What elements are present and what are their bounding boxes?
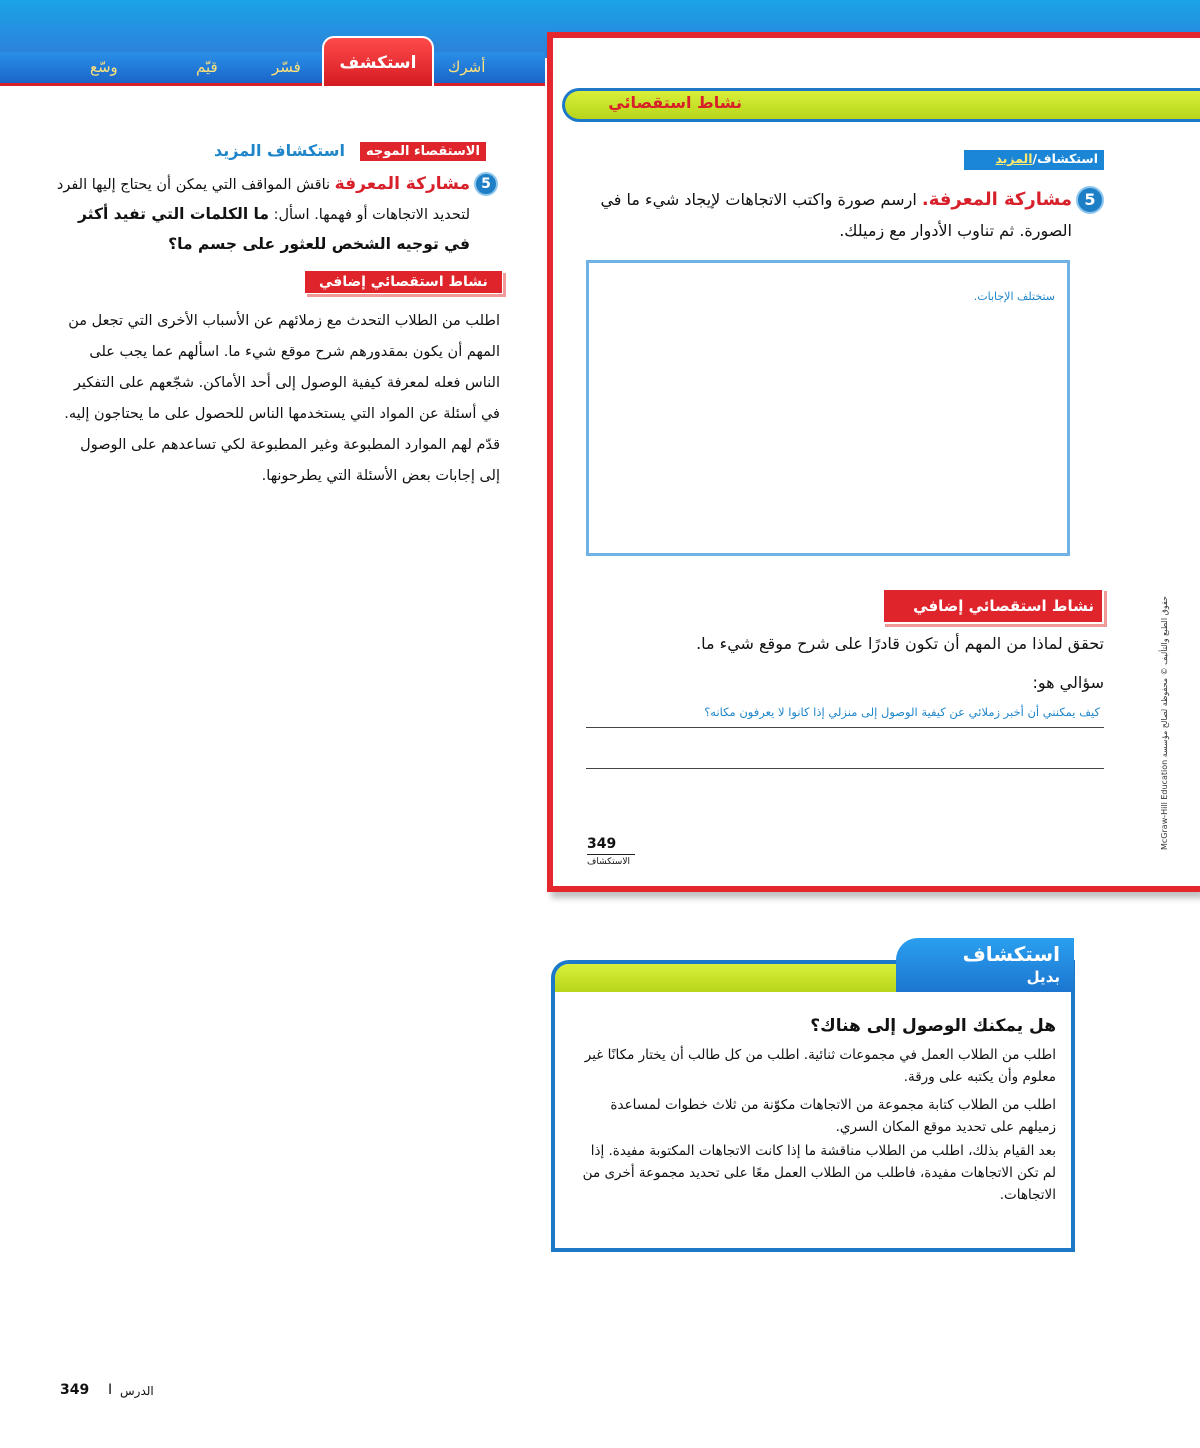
tab-explore-active[interactable]: استكشف: [322, 36, 434, 86]
extra-activity-paragraph: اطلب من الطلاب التحدث مع زملائهم عن الأسباب الأخرى التي تجعل من المهم أن يكون بمقدورهم شرح موقع شيء ما. اسألهم عما يجب على الناس فعله لمعرفة كيفية الوصول إلى أحد الأماكن. شجّعهم على التفكير في أسئلة عن المواد التي يستخدمها الناس للحصول على ما يحتاجون إليه. قدّم لهم الموارد المطبوعة وغير المطبوعة لكي تساعدهم على الوصول إلى إجابات بعض الأسئلة التي يطرحونها.: [64, 313, 500, 484]
question-number-badge: 5: [474, 172, 498, 196]
alternate-paragraph-1: اطلب من الطلاب العمل في مجموعات ثنائية. اطلب من كل طالب أن يختار مكانًا غير معلوم وأن يكتبه على ورقة.: [584, 1047, 1056, 1085]
explore-more-label: استكشاف/المزيد: [964, 150, 1104, 170]
drawing-area[interactable]: [586, 260, 1070, 556]
student-question-text: ارسم صورة واكتب الاتجاهات لإيجاد شيء ما في الصورة. ثم تناوب الأدوار مع زميلك.: [600, 190, 1072, 240]
student-page-number: 349: [587, 836, 617, 852]
footer-label: الدرس: [120, 1384, 154, 1398]
explore-more-title: استكشاف المزيد: [214, 141, 345, 160]
answer-line: [586, 768, 1104, 769]
guided-inquiry-badge: الاستقصاء الموجه: [360, 142, 486, 161]
alternate-tab-subtitle: بديل: [1026, 968, 1060, 986]
copyright-text: McGraw-Hill Education حقوق الطبع والتأليف © محفوظة لصالح مؤسسة: [1160, 596, 1169, 850]
student-question-number: 5: [1076, 186, 1104, 214]
tab-elaborate[interactable]: وسّع: [90, 58, 118, 76]
check-prompt: تحقق لماذا من المهم أن تكون قادرًا على شرح موقع شيء ما.: [696, 634, 1104, 653]
footer-separator: I: [108, 1382, 113, 1398]
footer-page-number: 349: [60, 1382, 90, 1398]
question-lead: مشاركة المعرفة: [334, 174, 470, 194]
my-question-answer[interactable]: كيف يمكنني أن أخبر زملائي عن كيفية الوصول إلى منزلي إذا كانوا لا يعرفون مكانه؟: [704, 705, 1100, 719]
alternate-title: هل يمكنك الوصول إلى هناك؟: [810, 1016, 1056, 1036]
student-extra-activity-badge: نشاط استقصائي إضافي: [882, 588, 1104, 624]
alternate-paragraph-2: اطلب من الطلاب كتابة مجموعة من الاتجاهات مكوّنة من ثلاث خطوات لمساعدة زميلهم على تحديد موقع المكان السري.: [610, 1097, 1056, 1135]
answers-vary-note: ستختلف الإجابات.: [973, 290, 1055, 303]
inquiry-activity-title: نشاط استقصائي: [608, 93, 742, 112]
tab-evaluate[interactable]: قيّم: [196, 58, 218, 76]
explore-more-label-b: المزيد: [995, 151, 1033, 166]
page-number-underline: [587, 854, 635, 855]
student-question-lead: مشاركة المعرفة.: [921, 189, 1072, 210]
tab-engage[interactable]: أشرك: [448, 58, 486, 76]
explore-more-label-a: استكشاف: [1037, 151, 1098, 166]
tab-explain[interactable]: فسّر: [272, 58, 301, 76]
copyright-notice: [1130, 596, 1190, 850]
teacher-question: [50, 170, 470, 260]
question-text: ناقش المواقف التي يمكن أن يحتاج إليها الفرد لتحديد الاتجاهات أو فهمها. اسأل:: [56, 177, 470, 223]
extra-activity-badge: نشاط استقصائي إضافي: [304, 270, 503, 294]
alternate-paragraph-3: بعد القيام بذلك، اطلب من الطلاب مناقشة ما إذا كانت الاتجاهات المكتوبة مفيدة. إذا لم تكن الاتجاهات مفيدة، فاطلب من الطلاب العمل معًا على تحديد مجموعة أخرى من الاتجاهات.: [582, 1143, 1056, 1203]
student-page-label: الاستكشاف: [587, 857, 630, 867]
question-bold: ما الكلمات التي تفيد أكثر في توجيه الشخص للعثور على جسم ما؟: [77, 205, 470, 253]
alternate-tab-title: استكشاف: [962, 942, 1060, 966]
my-question-label: سؤالي هو:: [1032, 673, 1104, 692]
answer-line: [586, 727, 1104, 728]
student-question: [590, 184, 1072, 246]
